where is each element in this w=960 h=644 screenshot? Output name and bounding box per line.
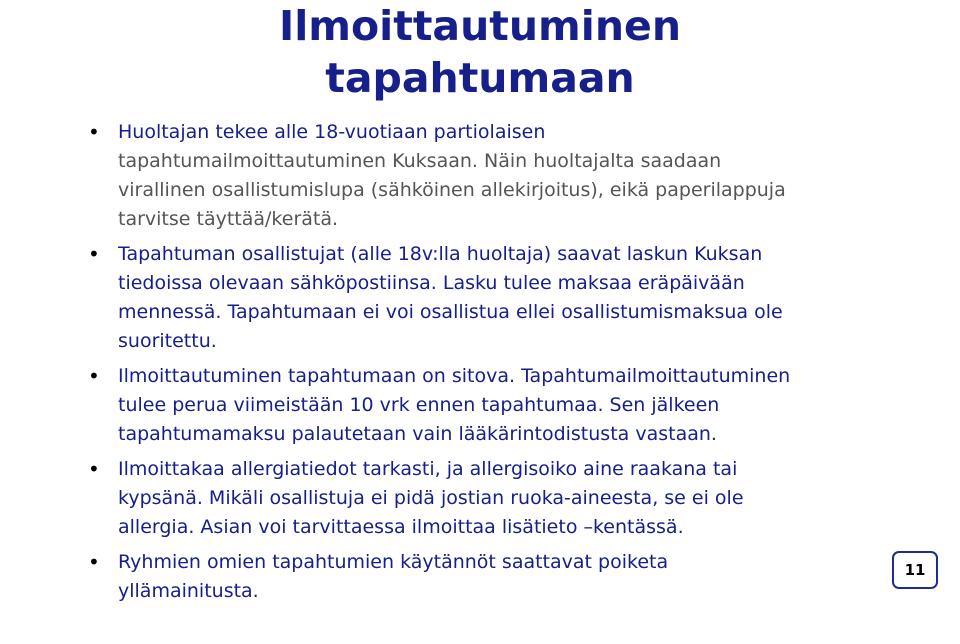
bullet-list [88,118,918,612]
bullet-text-line: tapahtumailmoittautuminen Kuksaan. Näin huoltajalta saadaan [118,150,722,172]
page-number-badge: 11 [892,551,938,589]
bullet-text-line: tarvitse täyttää/kerätä. [118,208,339,230]
bullet-item [88,548,918,606]
bullet-item [88,362,918,449]
bullet-item [88,240,918,356]
bullet-dot-icon: • [88,550,100,574]
bullet-dot-icon: • [88,457,100,481]
bullet-text-line: allergia. Asian voi tarvittaessa ilmoittaa lisätieto –kentässä. [118,516,684,538]
bullet-text-line: kypsänä. Mikäli osallistuja ei pidä jostian ruoka-aineesta, se ei ole [118,487,744,509]
bullet-text-line: Ilmoittakaa allergiatiedot tarkasti, ja allergisoiko aine raakana tai [118,458,738,480]
bullet-text-line: suoritettu. [118,330,217,352]
bullet-dot-icon: • [88,120,100,144]
bullet-text-line: virallinen osallistumislupa (sähköinen allekirjoitus), eikä paperilappuja [118,179,786,201]
bullet-text-line: mennessä. Tapahtumaan ei voi osallistua ellei osallistumismaksua ole [118,301,783,323]
bullet-text-line: Tapahtuman osallistujat (alle 18v:lla huoltaja) saavat laskun Kuksan [118,243,763,265]
bullet-text-line: Huoltajan tekee alle 18-vuotiaan partiolaisen [118,121,546,143]
slide-title-line-1: Ilmoittautuminen [278,2,682,50]
bullet-item [88,118,918,234]
bullet-dot-icon: • [88,242,100,266]
bullet-text-line: Ryhmien omien tapahtumien käytännöt saattavat poiketa [118,551,669,573]
bullet-dot-icon: • [88,364,100,388]
bullet-text-line: tapahtumamaksu palautetaan vain lääkärintodistusta vastaan. [118,423,717,445]
slide-title-line-2: tapahtumaan [325,54,635,102]
bullet-text-line: tiedoissa olevaan sähköpostiinsa. Lasku tulee maksaa eräpäivään [118,272,745,294]
bullet-text-line: Ilmoittautuminen tapahtumaan on sitova. Tapahtumailmoittautuminen [118,365,791,387]
bullet-item [88,455,918,542]
bullet-text-line: tulee perua viimeistään 10 vrk ennen tapahtumaa. Sen jälkeen [118,394,720,416]
bullet-text-line: yllämainitusta. [118,580,259,602]
slide-title [0,0,960,104]
